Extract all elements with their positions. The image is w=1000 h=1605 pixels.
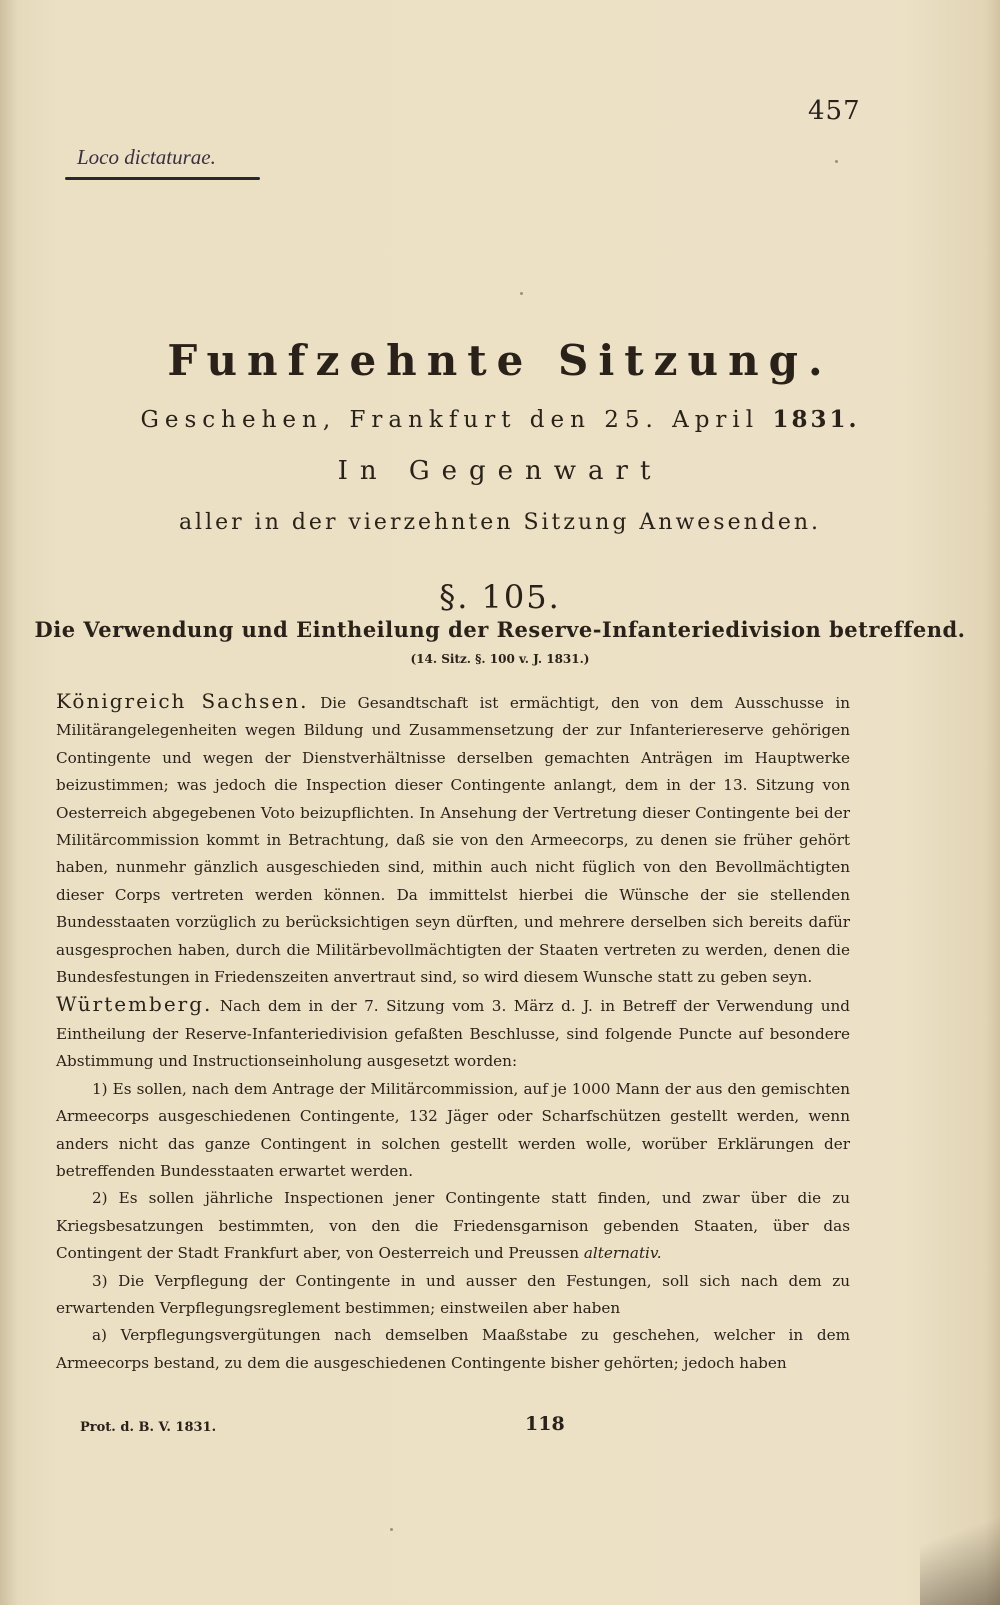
margin-note: Loco dictaturae. xyxy=(77,145,216,169)
section-reference: (14. Sitz. §. 100 v. J. 1831.) xyxy=(410,652,590,666)
state-name-saxony: Königreich Sachsen. xyxy=(56,689,309,713)
point-1: 1) Es sollen, nach dem Antrage der Militärcommission, auf je 1000 Mann der aus den gemischten Armeecorps ausgeschiedenen Contingente, 132 Jäger oder Scharfschützen gestellt werden, wenn anders nicht das ganze Contingent in solchen gestellt werden wolle, worüber Erklärungen der betreffenden Bundesstaaten erwartet werden. xyxy=(56,1079,850,1180)
point-2-text: 2) Es sollen jährliche Inspectionen jener Contingente statt finden, und zwar über die zu Kriegsbesatzungen bestimmten, von den die Friedensgarnison gebenden Staaten, über das Contingent der Stadt Frankfurt aber, von Oesterreich und Preussen xyxy=(56,1189,850,1263)
point-3: 3) Die Verpflegung der Contingente in und ausser den Festungen, soll sich nach dem zu erwartenden Verpflegungsreglement bestimmen; einstweilen aber haben xyxy=(56,1271,850,1317)
point-2 xyxy=(56,1185,850,1267)
session-date-line xyxy=(0,406,1000,433)
saxony-paragraph xyxy=(56,688,850,991)
paper-speck xyxy=(835,160,838,163)
footer-reference: Prot. d. B. V. 1831. xyxy=(80,1420,217,1435)
state-name-wurttemberg: Würtemberg. xyxy=(56,992,213,1017)
margin-note-underline xyxy=(65,177,260,180)
wurttemberg-paragraph xyxy=(56,991,850,1075)
page-number: 457 xyxy=(808,96,861,126)
page-corner-shadow xyxy=(920,1485,1000,1605)
section-number: §. 105. xyxy=(439,578,561,616)
session-year: 1831. xyxy=(772,406,860,433)
point-2-alternativ: alternativ. xyxy=(583,1244,662,1263)
session-date-prefix: Geschehen, Frankfurt den 25. April xyxy=(140,407,760,433)
paper-speck xyxy=(520,292,523,295)
point-3a: a) Verpflegungsvergütungen nach demselben Maaßstabe zu geschehen, welcher in dem Armeecorps bestand, zu dem die ausgeschiedenen Contingente bisher gehörten; jedoch haben xyxy=(56,1326,850,1372)
section-subject: Die Verwendung und Eintheilung der Reserve-Infanteriedivision betreffend. xyxy=(34,617,966,642)
session-title: Funfzehnte Sitzung. xyxy=(167,336,833,385)
paper-speck xyxy=(390,1528,393,1531)
wurttemberg-text: Nach dem in der 7. Sitzung vom 3. März d. J. in Betreff der Verwendung und Eintheilung der Reserve-Infanteriedivision gefaßten Beschlusse, sind folgende Puncte auf besondere Abstimmung und Instructionseinholung ausgesetzt worden: xyxy=(56,997,850,1071)
presence-heading: In Gegenwart xyxy=(337,456,663,486)
signature-number: 118 xyxy=(525,1413,565,1435)
body-text xyxy=(56,688,850,1377)
attendees-line: aller in der vierzehnten Sitzung Anwesenden. xyxy=(178,510,822,535)
saxony-text: Die Gesandtschaft ist ermächtigt, den von dem Ausschusse in Militärangelegenheiten wegen Bildung und Zusammensetzung der zur Infanteriereserve gehörigen Contingente und wegen der Dienstverhältnisse derselben gemachten Anträgen im Hauptwerke beizustimmen; was jedoch die Inspection dieser Contingente anlangt, dem in der 13. Sitzung von Oesterreich abgegebenen Voto beizupflichten. In Ansehung der Vertretung dieser Contingente bei der Militärcommission kommt in Betrachtung, daß sie von den Armeecorps, zu denen sie früher gehört haben, nunmehr gänzlich ausgeschieden sind, mithin auch nicht füglich von den Bevollmächtigten dieser Corps vertreten werden können. Da immittelst hierbei die Wünsche der sie stellenden Bundesstaaten vorzüglich zu berücksichtigen seyn dürften, und mehrere derselben sich bereits dafür ausgesprochen haben, durch die Militärbevollmächtigten der Staaten vertreten zu werden, denen die Bundesfestungen in Friedenszeiten anvertraut sind, so wird diesem Wunsche statt zu geben seyn. xyxy=(56,694,850,987)
